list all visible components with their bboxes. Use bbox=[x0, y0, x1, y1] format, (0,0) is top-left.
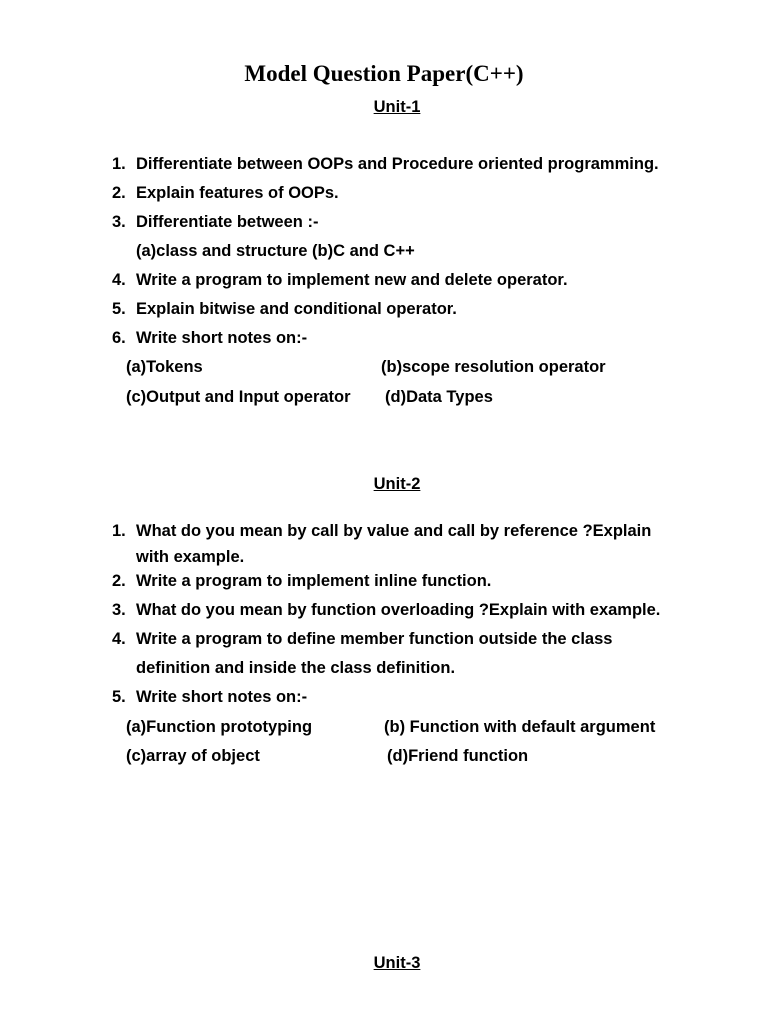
question-text: Write a program to define member function outside the class bbox=[136, 630, 613, 648]
question-number: 6. bbox=[112, 329, 126, 347]
question-number: 5. bbox=[112, 300, 126, 318]
paper-title: Model Question Paper(C++) bbox=[244, 61, 524, 86]
question-number: 3. bbox=[112, 601, 126, 619]
question-text: Write a program to implement new and delete operator. bbox=[136, 271, 568, 289]
unit-1-note-a: (a)Tokens bbox=[126, 358, 203, 376]
question-number: 1. bbox=[112, 522, 126, 540]
question-text: (a)class and structure (b)C and C++ bbox=[136, 242, 415, 260]
question-text: Write short notes on:- bbox=[136, 688, 308, 706]
question-text: Write short notes on:- bbox=[136, 329, 308, 347]
unit-2-heading: Unit-2 bbox=[373, 475, 421, 493]
unit-2-note-d: (d)Friend function bbox=[387, 747, 529, 765]
question-text: Explain features of OOPs. bbox=[136, 184, 339, 202]
question-text: Differentiate between OOPs and Procedure oriented programming. bbox=[136, 155, 659, 173]
question-number: 5. bbox=[112, 688, 126, 706]
question-text: Write a program to implement inline function. bbox=[136, 572, 492, 590]
question-number: 4. bbox=[112, 271, 126, 289]
unit-2-note-b: (b) Function with default argument bbox=[384, 718, 656, 736]
question-text: with example. bbox=[136, 548, 245, 566]
question-number: 1. bbox=[112, 155, 126, 173]
question-number: 2. bbox=[112, 572, 126, 590]
unit-3-heading: Unit-3 bbox=[373, 954, 421, 972]
unit-1-note-b: (b)scope resolution operator bbox=[381, 358, 606, 376]
question-text: What do you mean by function overloading ?Explain with example. bbox=[136, 601, 661, 619]
question-number: 2. bbox=[112, 184, 126, 202]
question-text: Explain bitwise and conditional operator. bbox=[136, 300, 457, 318]
unit-1-heading: Unit-1 bbox=[373, 98, 421, 116]
question-number: 3. bbox=[112, 213, 126, 231]
question-number: 4. bbox=[112, 630, 126, 648]
question-text: definition and inside the class definition. bbox=[136, 659, 456, 677]
unit-2-note-c: (c)array of object bbox=[126, 747, 260, 765]
unit-2-note-a: (a)Function prototyping bbox=[126, 718, 313, 736]
question-text: What do you mean by call by value and call by reference ?Explain bbox=[136, 522, 652, 540]
unit-1-note-d: (d)Data Types bbox=[385, 388, 493, 406]
unit-1-note-c: (c)Output and Input operator bbox=[126, 388, 351, 406]
question-text: Differentiate between :- bbox=[136, 213, 319, 231]
